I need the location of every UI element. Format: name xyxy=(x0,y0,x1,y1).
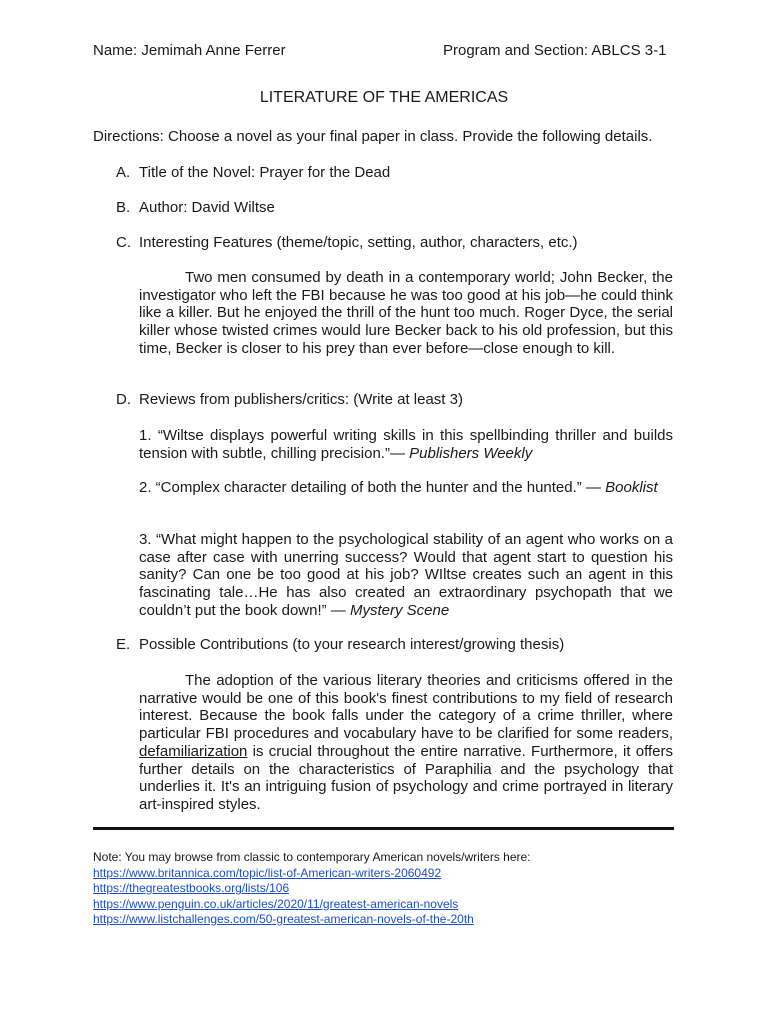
review-text: 1. “Wiltse displays powerful writing skills in this spellbinding thriller and builds tension with subtle, chilling precision.”— xyxy=(139,427,673,462)
review-source: Mystery Scene xyxy=(349,601,450,619)
item-reviews xyxy=(116,391,463,408)
review-source: Booklist xyxy=(605,479,658,496)
item-interesting-features xyxy=(116,234,578,251)
item-label: Reviews from publishers/critics: (Write at least 3) xyxy=(139,391,463,408)
page-title: LITERATURE OF THE AMERICAS xyxy=(259,89,509,106)
review-text: 2. “Complex character detailing of both the hunter and the hunted.” — xyxy=(139,479,606,496)
notes-section xyxy=(93,850,531,928)
features-text: Two men consumed by death in a contemporary world; John Becker, the investigator who left the FBI because he was too good at his job—he could think like a killer. But he enjoyed the thrill of the hunt too much. Roger Dyce, the serial killer whose twisted crimes would lure Becker back to his old profession, but this time, Becker is closer to his prey than ever before—close enough to kill. xyxy=(139,269,673,357)
item-label: Interesting Features (theme/topic, setting, author, characters, etc.) xyxy=(139,234,578,251)
item-letter: B. xyxy=(116,199,131,216)
item-letter: A. xyxy=(116,164,131,181)
contributions-paragraph xyxy=(139,672,673,814)
directions: Directions: Choose a novel as your final paper in class. Provide the following details. xyxy=(93,128,653,145)
item-letter: E. xyxy=(116,636,131,653)
contributions-text-before: The adoption of the various literary theories and criticisms offered in the narrative would be one of this book's finest contributions to my field of research interest. Because the book falls under the category of a crime thriller, where particular FBI procedures and vocabulary have to be clarified for some readers, xyxy=(139,672,673,743)
item-title-of-novel xyxy=(116,164,390,181)
contributions-text-after: is crucial throughout the entire narrative. Furthermore, it offers further details on the characteristics of Paraphilia and the psychology that underlies it. It's an intriguing fusion of psychology and crime portrayed in literary art-inspired styles. xyxy=(139,742,673,813)
item-letter: D. xyxy=(116,391,131,408)
link-listchallenges[interactable]: https://www.listchallenges.com/50-greatest-american-novels-of-the-20th xyxy=(93,912,474,926)
item-letter: C. xyxy=(116,234,131,251)
note-line xyxy=(93,850,531,866)
review-2 xyxy=(139,479,673,497)
section-divider xyxy=(93,827,674,830)
student-name: Name: Jemimah Anne Ferrer xyxy=(93,42,286,59)
review-text: 3. “What might happen to the psychological stability of an agent who works on a case after case with unerring success? Would that agent start to question his sanity? Can one be too good at his job? WIltse creates such an agent in this fascinating tale…He has also created an extraordinary psychopath that we couldn’t put the book down!” — xyxy=(139,531,673,619)
note-text: You may browse from classic to contemporary American novels/writers here: xyxy=(121,850,531,864)
defamiliarization-term: defamiliarization xyxy=(139,742,248,760)
item-author xyxy=(116,199,275,216)
item-label: Author: David Wiltse xyxy=(139,199,275,216)
link-britannica[interactable]: https://www.britannica.com/topic/list-of-American-writers-2060492 xyxy=(93,865,442,880)
link-penguin[interactable]: https://www.penguin.co.uk/articles/2020/11/greatest-american-novels xyxy=(93,896,459,911)
review-1 xyxy=(139,427,673,462)
review-3 xyxy=(139,531,673,620)
item-label: Possible Contributions (to your research interest/growing thesis) xyxy=(139,636,565,653)
link-greatestbooks[interactable]: https://thegreatestbooks.org/lists/106 xyxy=(93,881,290,895)
item-label: Title of the Novel: Prayer for the Dead xyxy=(139,164,391,181)
note-label: Note: xyxy=(93,850,122,864)
item-possible-contributions xyxy=(116,636,564,653)
review-source: Publishers Weekly xyxy=(409,444,533,462)
features-paragraph xyxy=(139,269,673,358)
program-section: Program and Section: ABLCS 3-1 xyxy=(443,42,667,59)
